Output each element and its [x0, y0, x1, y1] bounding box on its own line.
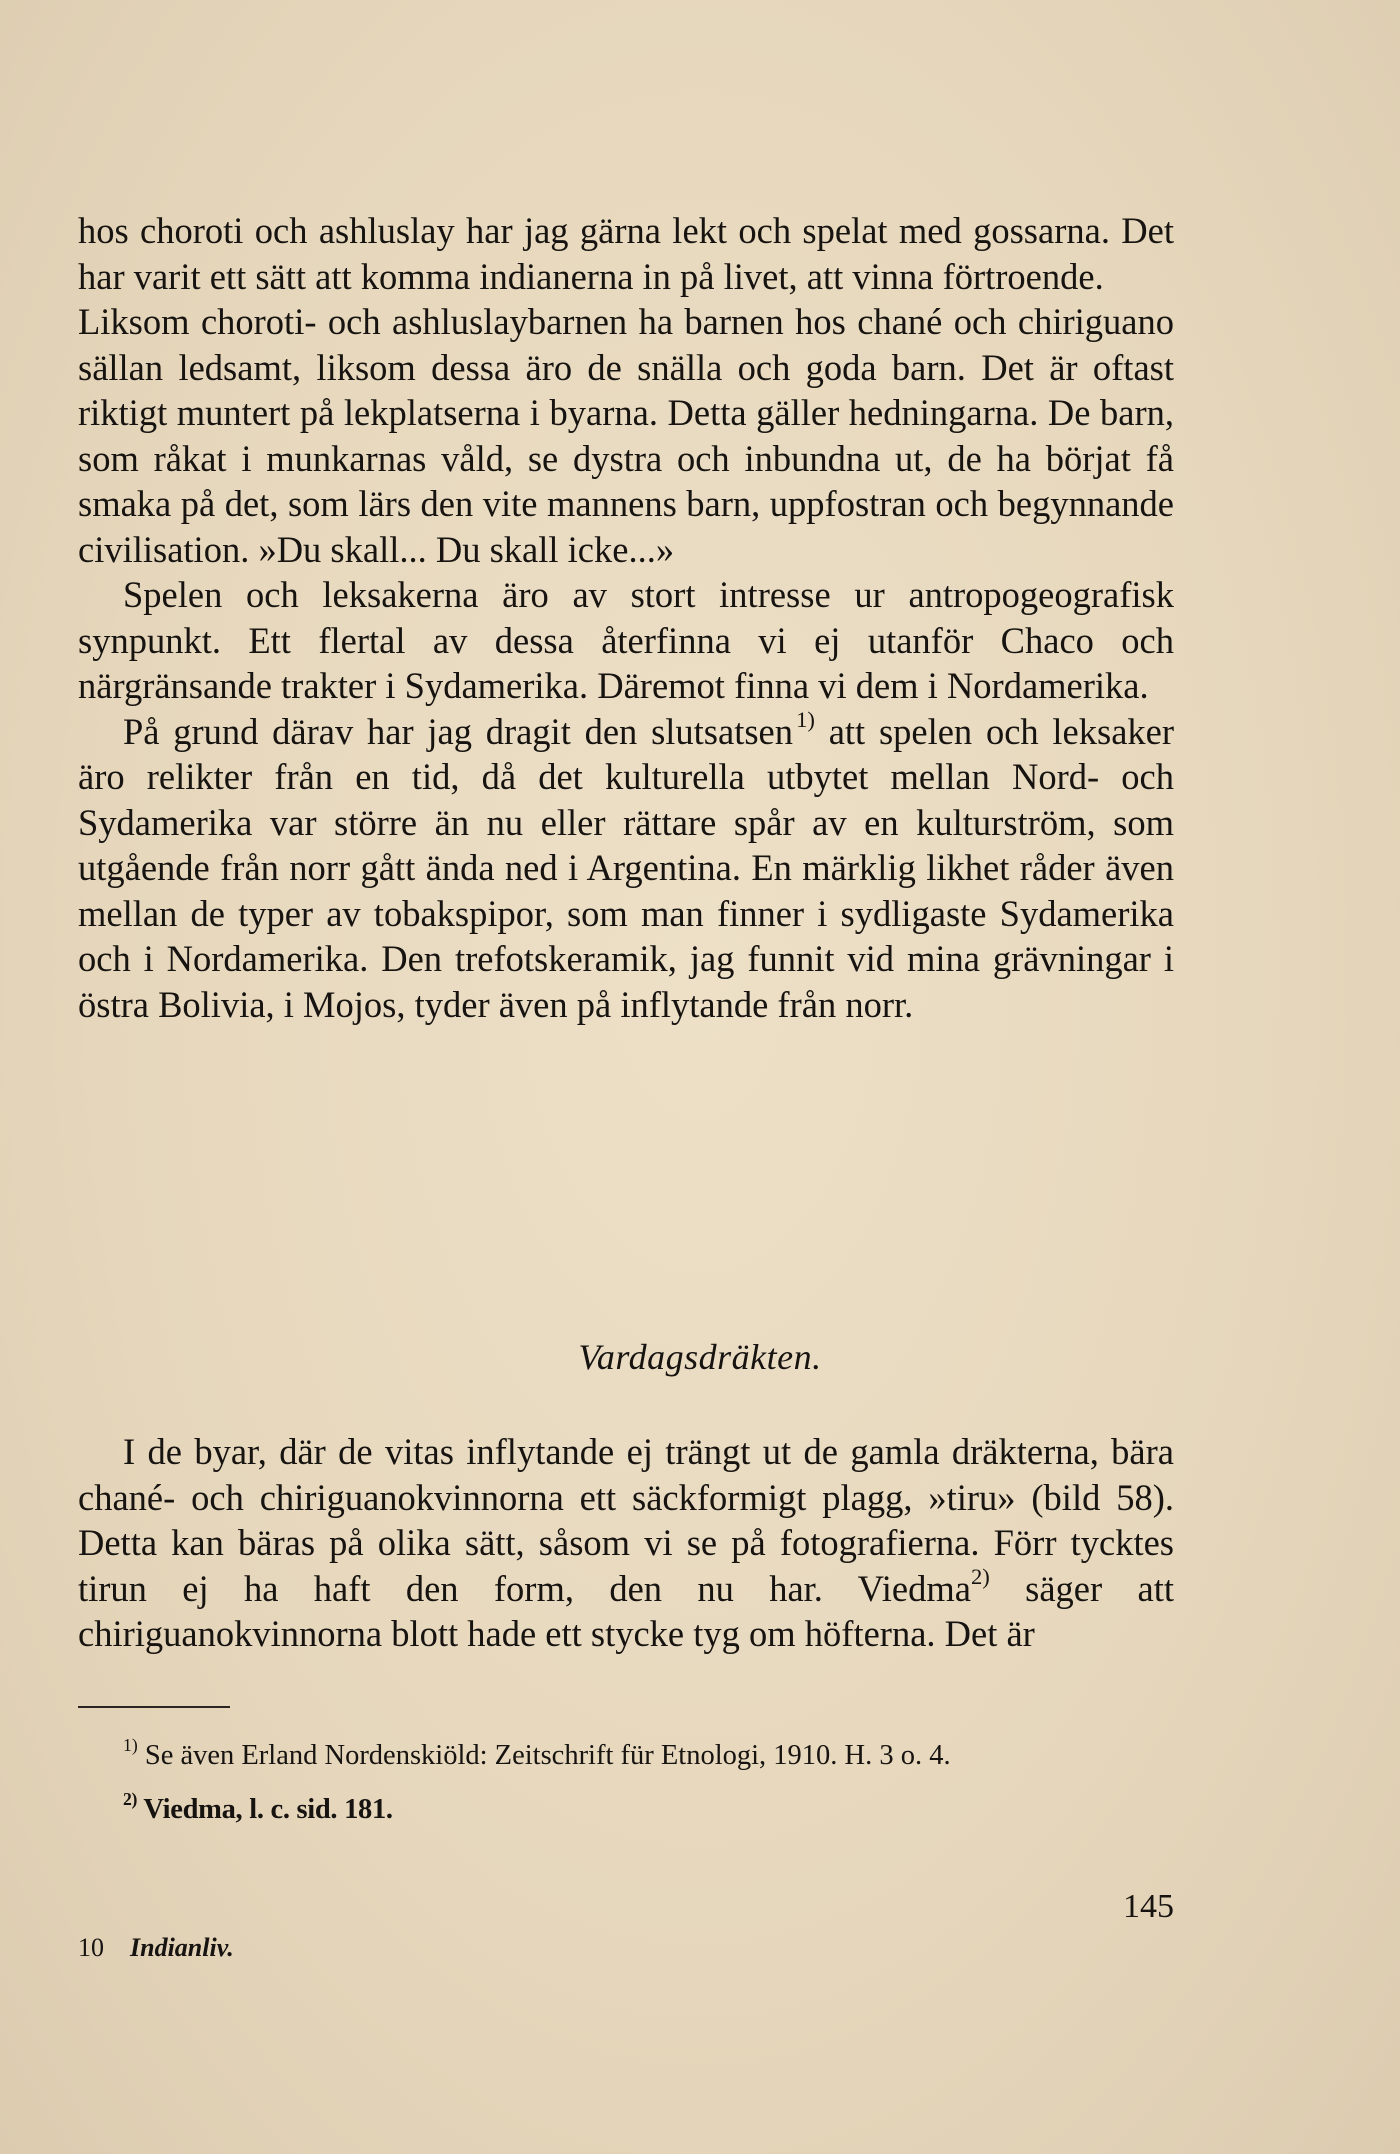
body-text-bottom — [78, 1429, 1174, 1657]
paragraph — [78, 706, 1175, 1028]
paragraph — [78, 299, 1174, 572]
section-heading: Vardagsdräkten. — [578, 1337, 822, 1377]
footnote-reference: 2) — [970, 1563, 990, 1589]
footnote — [78, 1734, 1174, 1774]
paragraph-text: hos choroti och ashluslay har jag gärna lekt och spelat med gossarna. Det har varit ett sätt att komma indianerna in på livet, att vinna förtroende. — [78, 210, 1174, 297]
footnote-marker: 1) — [123, 1734, 138, 1755]
paragraph-text: I de byar, där de vitas inflytande ej trängt ut de gamla dräkterna, bära chané- och chiriguanokvinnorna ett säckformigt plagg, »tiru» (bild 58). Detta kan bäras på olika sätt, såsom vi se på fotografierna. Förr tycktes tirun ej ha haft den form, den nu har. Viedma — [78, 1431, 1174, 1609]
paragraph — [78, 1429, 1174, 1657]
page-number: 145 — [1123, 1888, 1174, 1925]
footnotes — [78, 1734, 1174, 1846]
paragraph-text: På grund därav har jag dragit den slutsatsen — [123, 710, 794, 752]
footnote-marker: 2) — [123, 1788, 138, 1809]
footnote-text: Viedma, l. c. sid. 181. — [137, 1794, 393, 1825]
footnote-text: Se även Erland Nordenskiöld: Zeitschrift für Etnologi, 1910. H. 3 o. 4. — [137, 1740, 951, 1771]
paragraph-text: att spelen och leksaker äro relikter från en tid, då det kulturella utbytet mellan Nord- och Sydamerika var större än nu eller rättare spår av en kulturström, som utgående från norr gått ända ned i Argentina. En märklig likhet råder även mellan de typer av tobakspipor, som man finner i sydligaste Sydamerika och i Nordamerika. Den trefotskeramik, jag funnit vid mina grävningar i östra Bolivia, i Mojos, tyder även på inflytande från norr. — [78, 710, 1175, 1025]
paragraph-text: Spelen och leksakerna äro av stort intresse ur antropogeografisk synpunkt. Ett flertal av dessa återfinna vi ej utanför Chaco och närgränsande trakter i Sydamerika. Däremot finna vi dem i Nordamerika. — [78, 574, 1174, 706]
printer-signature — [78, 1933, 234, 1963]
paragraph-text: Liksom choroti- och ashluslaybarnen ha barnen hos chané och chiriguano sällan ledsamt, liksom dessa äro de snälla och goda barn. Det är oftast riktigt muntert på lekplatserna i byarna. Detta gäller hedningarna. De barn, som råkat i munkarnas våld, se dystra och inbundna ut, de ha börjat få smaka på det, som lärs den vite mannens barn, uppfostran och begynnande civilisation. »Du skall... Du skall icke...» — [78, 301, 1174, 570]
paragraph — [78, 208, 1174, 299]
signature-title: Indianliv. — [130, 1933, 234, 1962]
body-text-top — [78, 208, 1174, 1027]
footnote-divider — [78, 1706, 230, 1708]
paragraph — [78, 572, 1174, 709]
footnote-reference: 1) — [796, 706, 815, 732]
signature-number: 10 — [78, 1933, 104, 1962]
paragraph-text: säger att chiriguanokvinnorna blott hade ett stycke tyg om höfterna. Det är — [78, 1567, 1174, 1654]
footnote — [78, 1788, 1174, 1828]
